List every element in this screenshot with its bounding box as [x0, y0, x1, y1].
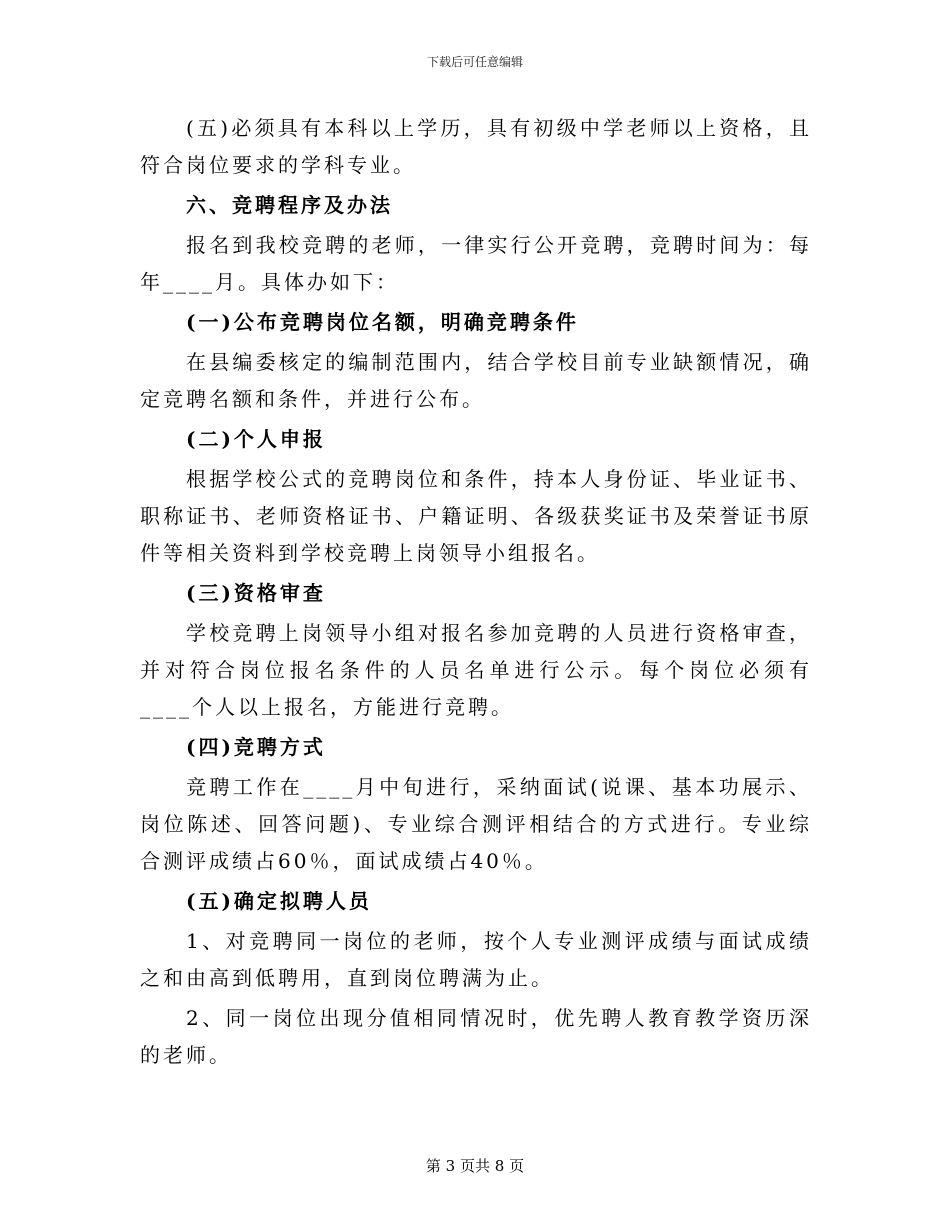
paragraph-registration: 报名到我校竞聘的老师，一律实行公开竞聘，竞聘时间为：每年____月。具体办如下：	[140, 233, 812, 294]
paragraph-rule-2: 2、同一岗位出现分值相同情况时，优先聘人教育教学资历深的老师。	[140, 1006, 812, 1067]
page-header-note: 下载后可任意编辑	[426, 55, 523, 69]
paragraph-education-requirement: (五)必须具有本科以上学历，具有初级中学老师以上资格，且符合岗位要求的学科专业。	[140, 116, 812, 177]
paragraph-qualification-review: 学校竞聘上岗领导小组对报名参加竞聘的人员进行资格审查，并对符合岗位报名条件的人员名单进行公示。每个岗位必须有____个人以上报名，方能进行竞聘。	[140, 621, 812, 719]
paragraph-rule-1: 1、对竞聘同一岗位的老师，按个人专业测评成绩与面试成绩之和由高到低聘用，直到岗位聘满为止。	[140, 929, 812, 990]
paragraph-publish-positions: 在县编委核定的编制范围内，结合学校目前专业缺额情况，确定竞聘名额和条件，并进行公布。	[140, 350, 812, 411]
subheading-confirm-candidates: (五)确定拟聘人员	[186, 889, 372, 913]
paragraph-personal-application: 根据学校公式的竞聘岗位和条件，持本人身份证、毕业证书、职称证书、老师资格证书、户籍证明、各级获奖证书及荣誉证书原件等相关资料到学校竞聘上岗领导小组报名。	[140, 467, 812, 565]
paragraph-competition-method: 竞聘工作在____月中旬进行，采纳面试(说课、基本功展示、岗位陈述、回答问题)、专业综合测评相结合的方式进行。专业综合测评成绩占60％，面试成绩占40％。	[140, 775, 812, 873]
subheading-publish-positions: (一)公布竞聘岗位名额，明确竞聘条件	[186, 310, 579, 334]
document-body	[140, 110, 812, 1077]
subheading-competition-method: (四)竞聘方式	[186, 735, 326, 759]
section-heading-procedure: 六、竞聘程序及办法	[186, 193, 393, 217]
subheading-personal-application: (二)个人申报	[186, 427, 326, 451]
subheading-qualification-review: (三)资格审查	[186, 581, 326, 605]
page-number-footer: 第 3 页共 8 页	[425, 1157, 525, 1175]
